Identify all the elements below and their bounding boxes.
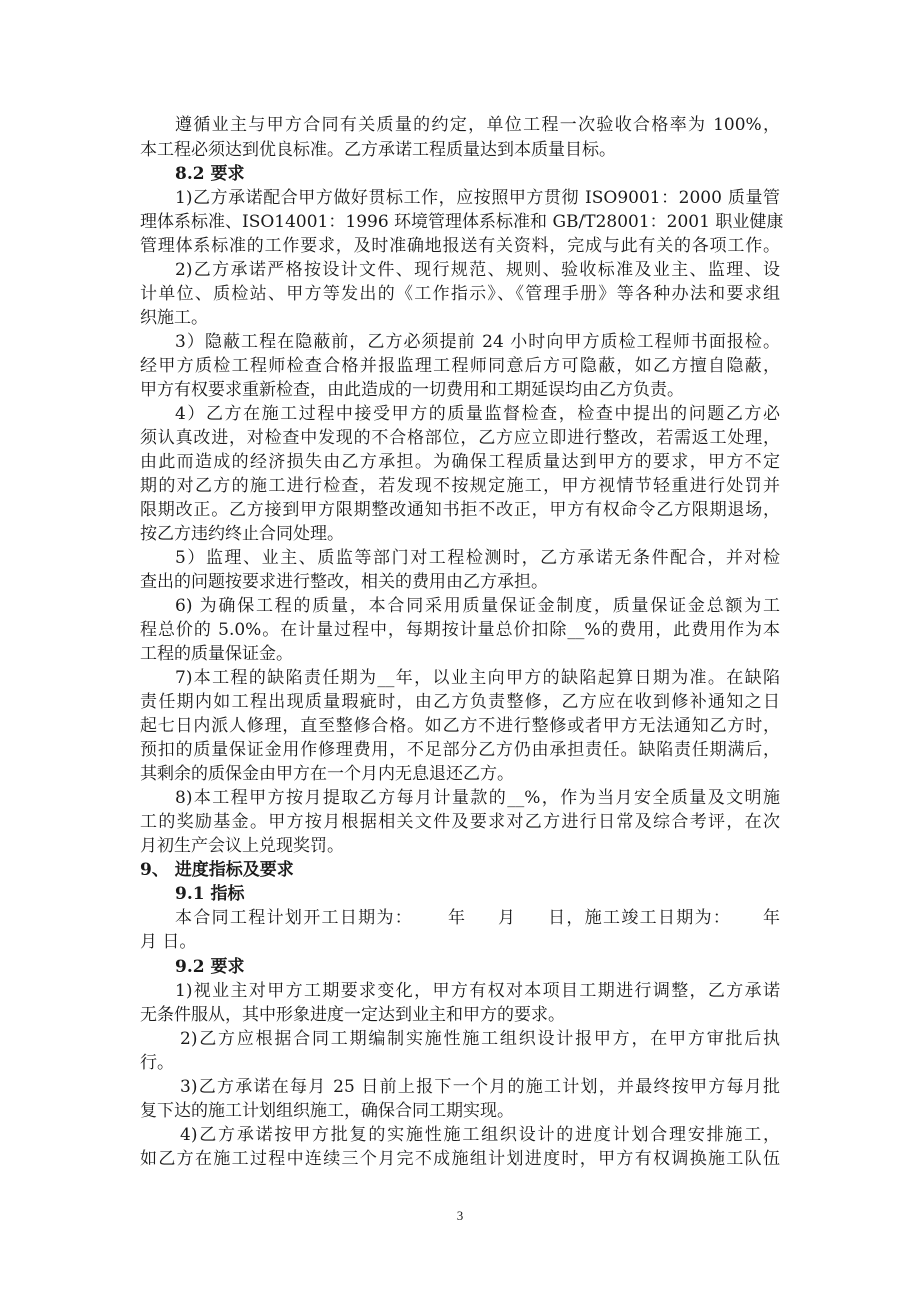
paragraph-line: 起七日内派人修理，直至整修合格。如乙方不进行整修或者甲方无法通知乙方时， xyxy=(140,716,780,736)
paragraph-line: 复下达的施工计划组织施工，确保合同工期实现。 xyxy=(140,1101,514,1121)
paragraph-line: 限期改正。乙方接到甲方限期整改通知书拒不改正，甲方有权命令乙方限期退场， xyxy=(140,500,780,520)
paragraph-line: 按乙方违约终止合同处理。 xyxy=(140,524,344,544)
page-number: 3 xyxy=(456,1208,464,1223)
paragraph-line: 月初生产会议上兑现奖罚。 xyxy=(140,836,344,856)
paragraph-line: 预扣的质量保证金用作修理费用，不足部分乙方仍由承担责任。缺陷责任期满后， xyxy=(140,740,780,760)
paragraph-line: 1)视业主对甲方工期要求变化，甲方有权对本项目工期进行调整，乙方承诺 xyxy=(175,981,780,1001)
paragraph-line: 4）乙方在施工过程中接受甲方的质量监督检查，检查中提出的问题乙方必 xyxy=(175,404,780,424)
paragraph-line: 计单位、质检站、甲方等发出的《工作指示》、《管理手册》等各种办法和要求组 xyxy=(140,284,780,304)
subsection-heading: 9.1 指标 xyxy=(175,884,245,904)
paragraph-line: 7)本工程的缺陷责任期为__年，以业主向甲方的缺陷起算日期为准。在缺陷 xyxy=(175,668,780,688)
section-heading: 9、 进度指标及要求 xyxy=(140,860,294,880)
section-heading: 8.2 要求 xyxy=(175,164,245,184)
paragraph-line: 期的对乙方的施工进行检查，若发现不按规定施工，甲方视情节轻重进行处罚并 xyxy=(140,476,780,496)
paragraph-line: 遵循业主与甲方合同有关质量的约定，单位工程一次验收合格率为 100%， xyxy=(175,115,780,135)
paragraph-line: 程总价的 5.0%。在计量过程中，每期按计量总价扣除__%的费用，此费用作为本 xyxy=(140,620,780,640)
paragraph-line: 本合同工程计划开工日期为： 年 月 日，施工竣工日期为： 年 xyxy=(175,908,780,928)
paragraph-line: 责任期内如工程出现质量瑕疵时，由乙方负责整修，乙方应在收到修补通知之日 xyxy=(140,692,780,712)
paragraph-line: 6) 为确保工程的质量，本合同采用质量保证金制度，质量保证金总额为工 xyxy=(175,596,780,616)
paragraph-line: 查出的问题按要求进行整改，相关的费用由乙方承担。 xyxy=(140,572,548,592)
paragraph-line: 如乙方在施工过程中连续三个月完不成施组计划进度时，甲方有权调换施工队伍 xyxy=(140,1149,780,1169)
paragraph-line: 理体系标准、ISO14001：1996 环境管理体系标准和 GB/T28001：2001 职业健康 xyxy=(140,212,784,232)
paragraph-line: 8)本工程甲方按月提取乙方每月计量款的__%，作为当月安全质量及文明施 xyxy=(175,788,780,808)
paragraph-line: 无条件服从，其中形象进度一定达到业主和甲方的要求。 xyxy=(140,1005,565,1025)
paragraph-line: 月 日。 xyxy=(140,932,197,952)
paragraph-line: 其剩余的质保金由甲方在一个月内无息退还乙方。 xyxy=(140,764,514,784)
paragraph-line: 甲方有权要求重新检查，由此造成的一切费用和工期延误均由乙方负责。 xyxy=(140,380,684,400)
paragraph-line: 4)乙方承诺按甲方批复的实施性施工组织设计的进度计划合理安排施工， xyxy=(180,1125,780,1145)
paragraph-line: 工程的质量保证金。 xyxy=(140,644,293,664)
paragraph-line: 须认真改进，对检查中发现的不合格部位，乙方应立即进行整改，若需返工处理， xyxy=(140,428,780,448)
paragraph-line: 经甲方质检工程师检查合格并报监理工程师同意后方可隐蔽，如乙方擅自隐蔽， xyxy=(140,356,780,376)
subsection-heading: 9.2 要求 xyxy=(175,957,245,977)
paragraph-line: 3）隐蔽工程在隐蔽前，乙方必须提前 24 小时向甲方质检工程师书面报检。 xyxy=(175,332,780,352)
paragraph-line: 5）监理、业主、质监等部门对工程检测时，乙方承诺无条件配合，并对检 xyxy=(175,548,780,568)
paragraph-line: 本工程必须达到优良标准。乙方承诺工程质量达到本质量目标。 xyxy=(140,140,616,160)
paragraph-line: 1)乙方承诺配合甲方做好贯标工作，应按照甲方贯彻 ISO9001：2000 质量管 xyxy=(175,188,780,208)
paragraph-line: 由此而造成的经济损失由乙方承担。为确保工程质量达到甲方的要求，甲方不定 xyxy=(140,452,780,472)
paragraph-line: 行。 xyxy=(140,1053,174,1073)
paragraph-line: 工的奖励基金。甲方按月根据相关文件及要求对乙方进行日常及综合考评，在次 xyxy=(140,812,780,832)
paragraph-line: 织施工。 xyxy=(140,308,208,328)
paragraph-line: 3)乙方承诺在每月 25 日前上报下一个月的施工计划，并最终按甲方每月批 xyxy=(180,1077,780,1097)
paragraph-line: 管理体系标准的工作要求，及时准确地报送有关资料，完成与此有关的各项工作。 xyxy=(140,236,780,256)
paragraph-line: 2)乙方承诺严格按设计文件、现行规范、规则、验收标准及业主、监理、设 xyxy=(175,260,780,280)
paragraph-line: 2)乙方应根据合同工期编制实施性施工组织设计报甲方，在甲方审批后执 xyxy=(180,1029,780,1049)
